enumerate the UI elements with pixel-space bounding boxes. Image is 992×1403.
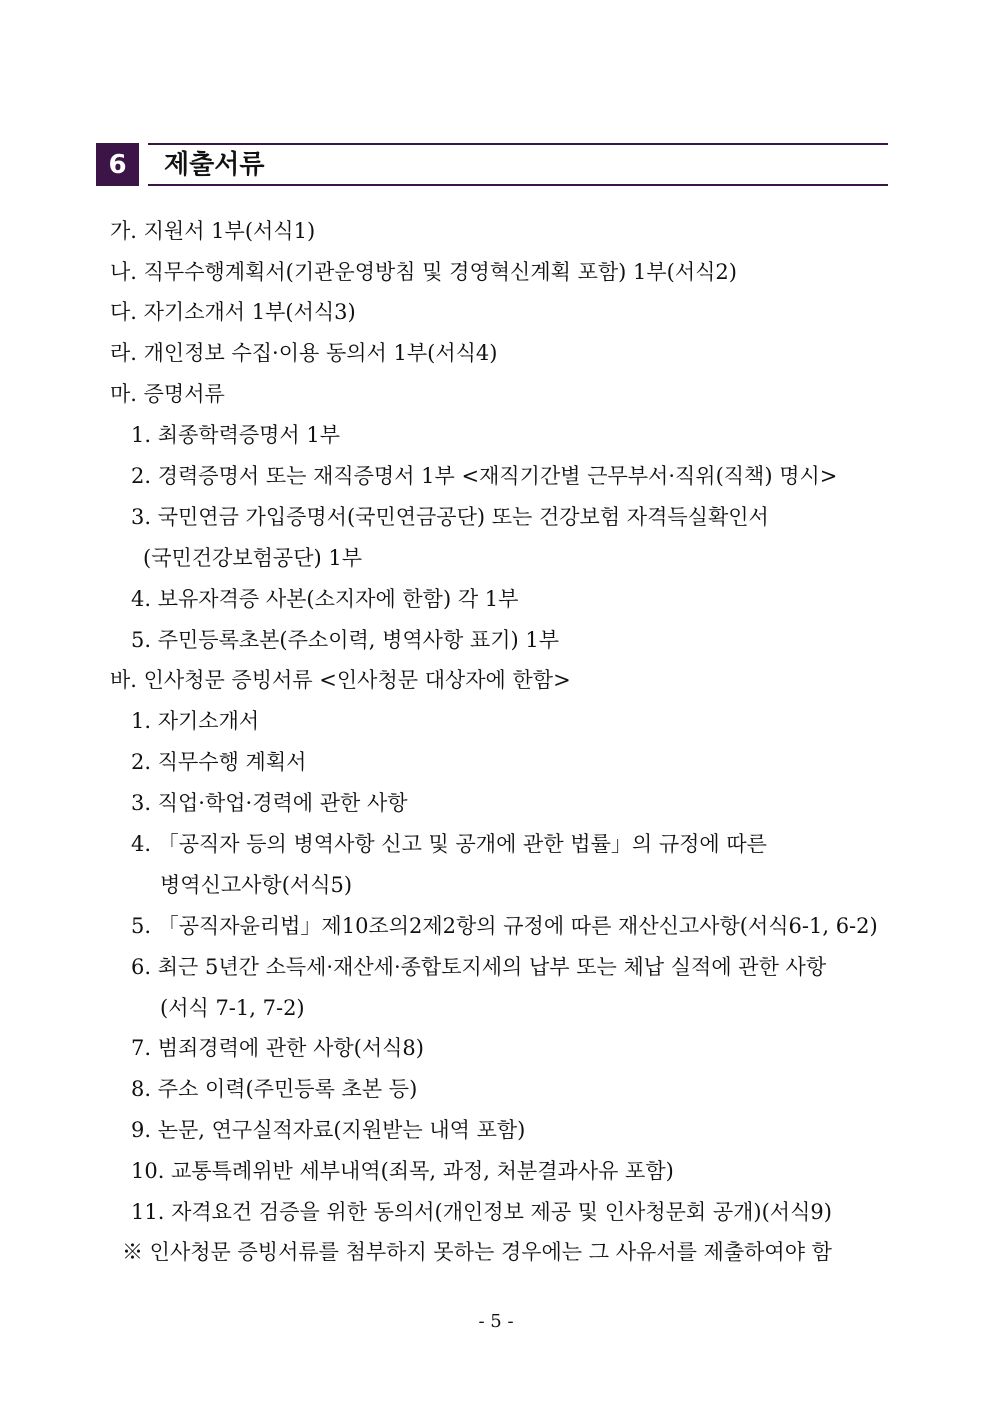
sub-item: 5. 「공직자윤리법」제10조의2제2항의 규정에 따른 재산신고사항(서식6-1, 6-2)	[131, 914, 878, 938]
sub-item: 1. 최종학력증명서 1부	[131, 423, 341, 447]
sub-item: 10. 교통특례위반 세부내역(죄목, 과정, 처분결과사유 포함)	[131, 1159, 674, 1183]
sub-item: 2. 직무수행 계획서	[131, 750, 307, 774]
header-rule-top	[148, 143, 888, 145]
sub-item-continuation: (서식 7-1, 7-2)	[160, 996, 305, 1020]
sub-item: 2. 경력증명서 또는 재직증명서 1부 <재직기간별 근무부서·직위(직책) 명시>	[131, 464, 838, 488]
section-title: 제출서류	[164, 150, 265, 180]
sub-item: 3. 직업·학업·경력에 관한 사항	[131, 791, 408, 815]
sub-item: 11. 자격요건 검증을 위한 동의서(개인정보 제공 및 인사청문회 공개)(서식9)	[131, 1200, 832, 1224]
sub-item: 7. 범죄경력에 관한 사항(서식8)	[131, 1036, 424, 1060]
section-header	[96, 143, 888, 186]
item-na: 나. 직무수행계획서(기관운영방침 및 경영혁신계획 포함) 1부(서식2)	[110, 260, 737, 284]
sub-item: 6. 최근 5년간 소득세·재산세·종합토지세의 납부 또는 체납 실적에 관한 사항	[131, 955, 827, 979]
sub-item-continuation: 병역신고사항(서식5)	[160, 873, 353, 897]
header-rule-bottom	[148, 184, 888, 186]
sub-item: 9. 논문, 연구실적자료(지원받는 내역 포함)	[131, 1118, 526, 1142]
section-number: 6	[96, 143, 139, 186]
item-ba: 바. 인사청문 증빙서류 <인사청문 대상자에 한함>	[110, 668, 571, 692]
item-ma: 마. 증명서류	[110, 382, 225, 406]
page-number: - 5 -	[478, 1311, 514, 1332]
sub-item: 4. 보유자격증 사본(소지자에 한함) 각 1부	[131, 587, 519, 611]
note: ※ 인사청문 증빙서류를 첨부하지 못하는 경우에는 그 사유서를 제출하여야 함	[122, 1240, 832, 1264]
sub-item: 4. 「공직자 등의 병역사항 신고 및 공개에 관한 법률」의 규정에 따른	[131, 832, 767, 856]
sub-item: 3. 국민연금 가입증명서(국민연금공단) 또는 건강보험 자격득실확인서	[131, 505, 769, 529]
sub-item: 5. 주민등록초본(주소이력, 병역사항 표기) 1부	[131, 628, 560, 652]
sub-item: 1. 자기소개서	[131, 709, 260, 733]
item-ga: 가. 지원서 1부(서식1)	[110, 219, 316, 243]
item-da: 다. 자기소개서 1부(서식3)	[110, 300, 356, 324]
sub-item: 8. 주소 이력(주민등록 초본 등)	[131, 1077, 418, 1101]
item-ra: 라. 개인정보 수집·이용 동의서 1부(서식4)	[110, 341, 498, 365]
sub-item-continuation: (국민건강보험공단) 1부	[143, 546, 362, 570]
